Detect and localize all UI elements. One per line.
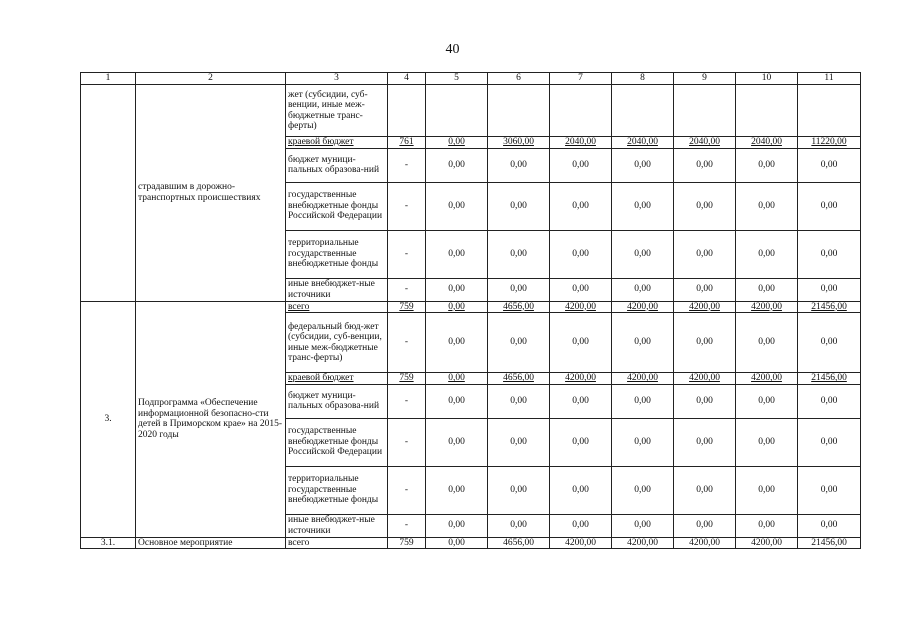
value-cell: 11220,00 — [798, 137, 861, 149]
value-cell: 0,00 — [798, 466, 861, 514]
table-row — [81, 85, 861, 137]
value-cell: 0,00 — [736, 514, 798, 537]
value-cell: 0,00 — [550, 230, 612, 278]
value-cell: 0,00 — [426, 230, 488, 278]
value-cell: 0,00 — [488, 148, 550, 182]
row-index — [81, 85, 136, 302]
value-cell: 0,00 — [798, 514, 861, 537]
value-cell: - — [388, 466, 426, 514]
value-cell: 0,00 — [736, 230, 798, 278]
value-cell: 0,00 — [736, 148, 798, 182]
value-cell: - — [388, 278, 426, 301]
header-cell: 8 — [612, 73, 674, 85]
table-row — [81, 301, 861, 313]
value-cell: 0,00 — [488, 384, 550, 418]
value-cell: 0,00 — [612, 313, 674, 373]
funding-source: всего — [286, 301, 388, 313]
funding-source: территориальные государственные внебюджетные фонды — [286, 466, 388, 514]
funding-source: всего — [286, 537, 388, 549]
value-cell: 2040,00 — [612, 137, 674, 149]
value-cell: 0,00 — [736, 418, 798, 466]
value-cell: 0,00 — [674, 313, 736, 373]
value-cell: - — [388, 230, 426, 278]
value-cell — [426, 85, 488, 137]
value-cell: 0,00 — [612, 466, 674, 514]
value-cell: 0,00 — [426, 137, 488, 149]
value-cell: 21456,00 — [798, 537, 861, 549]
value-cell: 0,00 — [488, 466, 550, 514]
value-cell: 0,00 — [488, 278, 550, 301]
value-cell: 0,00 — [674, 230, 736, 278]
value-cell: 0,00 — [798, 230, 861, 278]
value-cell: 0,00 — [550, 514, 612, 537]
program-name: Подпрограмма «Обеспечение информационной безопасно-сти детей в Приморском крае» на 2015-2020 годы — [136, 301, 286, 537]
value-cell: 759 — [388, 537, 426, 549]
funding-source: бюджет муници-пальных образова-ний — [286, 384, 388, 418]
value-cell: 0,00 — [426, 537, 488, 549]
value-cell: 0,00 — [550, 278, 612, 301]
value-cell: 0,00 — [426, 418, 488, 466]
value-cell: 759 — [388, 373, 426, 385]
header-cell: 2 — [136, 73, 286, 85]
value-cell — [550, 85, 612, 137]
table-row — [81, 537, 861, 549]
value-cell: 0,00 — [550, 148, 612, 182]
value-cell: 4200,00 — [736, 537, 798, 549]
value-cell: 0,00 — [798, 384, 861, 418]
value-cell: 759 — [388, 301, 426, 313]
value-cell: 0,00 — [798, 182, 861, 230]
value-cell: 0,00 — [612, 182, 674, 230]
value-cell: 0,00 — [798, 148, 861, 182]
value-cell: 0,00 — [488, 182, 550, 230]
value-cell: 4656,00 — [488, 373, 550, 385]
value-cell: 761 — [388, 137, 426, 149]
value-cell — [388, 85, 426, 137]
value-cell: 4200,00 — [674, 301, 736, 313]
value-cell: 4200,00 — [736, 301, 798, 313]
value-cell: 0,00 — [612, 148, 674, 182]
value-cell: 0,00 — [612, 384, 674, 418]
value-cell: 0,00 — [736, 278, 798, 301]
value-cell: 0,00 — [736, 466, 798, 514]
value-cell: 0,00 — [426, 148, 488, 182]
value-cell: 0,00 — [426, 384, 488, 418]
funding-source: иные внебюджет-ные источники — [286, 514, 388, 537]
value-cell — [674, 85, 736, 137]
value-cell: 4200,00 — [736, 373, 798, 385]
header-cell: 1 — [81, 73, 136, 85]
funding-source: бюджет муници-пальных образова-ний — [286, 148, 388, 182]
value-cell: 2040,00 — [674, 137, 736, 149]
value-cell: - — [388, 148, 426, 182]
value-cell: 0,00 — [612, 230, 674, 278]
value-cell: 0,00 — [674, 418, 736, 466]
row-index: 3.1. — [81, 537, 136, 549]
funding-source: государственные внебюджетные фонды Российской Федерации — [286, 182, 388, 230]
value-cell: 0,00 — [736, 313, 798, 373]
header-cell: 6 — [488, 73, 550, 85]
page-number: 40 — [445, 42, 460, 57]
funding-source: государственные внебюджетные фонды Российской Федерации — [286, 418, 388, 466]
value-cell: 3060,00 — [488, 137, 550, 149]
value-cell — [736, 85, 798, 137]
value-cell: - — [388, 313, 426, 373]
header-cell: 5 — [426, 73, 488, 85]
value-cell: 0,00 — [674, 278, 736, 301]
header-cell: 3 — [286, 73, 388, 85]
program-name: страдавшим в дорожно-транспортных происшествиях — [136, 85, 286, 302]
value-cell: 0,00 — [550, 418, 612, 466]
header-cell: 9 — [674, 73, 736, 85]
value-cell: 0,00 — [550, 466, 612, 514]
value-cell — [488, 85, 550, 137]
value-cell: 0,00 — [674, 514, 736, 537]
funding-source: федеральный бюд-жет (субсидии, суб-венции, иные меж-бюджетные транс-ферты) — [286, 313, 388, 373]
value-cell: 0,00 — [426, 182, 488, 230]
value-cell: - — [388, 182, 426, 230]
value-cell: 0,00 — [426, 278, 488, 301]
value-cell: 2040,00 — [736, 137, 798, 149]
program-name: Основное мероприятие — [136, 537, 286, 549]
value-cell: 0,00 — [674, 384, 736, 418]
value-cell: 0,00 — [612, 278, 674, 301]
header-cell: 4 — [388, 73, 426, 85]
value-cell: 0,00 — [426, 373, 488, 385]
value-cell: 2040,00 — [550, 137, 612, 149]
value-cell: 0,00 — [550, 384, 612, 418]
value-cell: - — [388, 384, 426, 418]
value-cell: 0,00 — [674, 466, 736, 514]
value-cell: 4200,00 — [550, 301, 612, 313]
value-cell: 21456,00 — [798, 301, 861, 313]
value-cell: 0,00 — [736, 182, 798, 230]
value-cell: 0,00 — [798, 418, 861, 466]
value-cell: 4200,00 — [612, 301, 674, 313]
funding-source: иные внебюджет-ные источники — [286, 278, 388, 301]
value-cell: 0,00 — [798, 313, 861, 373]
value-cell: 0,00 — [550, 182, 612, 230]
value-cell: 0,00 — [488, 313, 550, 373]
value-cell: - — [388, 514, 426, 537]
value-cell: 4200,00 — [674, 373, 736, 385]
value-cell: - — [388, 418, 426, 466]
value-cell: 0,00 — [426, 514, 488, 537]
value-cell: 4200,00 — [674, 537, 736, 549]
value-cell: 4200,00 — [550, 373, 612, 385]
value-cell: 4200,00 — [550, 537, 612, 549]
value-cell: 4656,00 — [488, 537, 550, 549]
value-cell: 4200,00 — [612, 537, 674, 549]
row-index: 3. — [81, 301, 136, 537]
header-cell: 7 — [550, 73, 612, 85]
value-cell: 4200,00 — [612, 373, 674, 385]
header-row — [81, 73, 861, 85]
funding-source: краевой бюджет — [286, 137, 388, 149]
budget-table — [80, 72, 861, 549]
value-cell: 21456,00 — [798, 373, 861, 385]
value-cell: 0,00 — [488, 418, 550, 466]
header-cell: 11 — [798, 73, 861, 85]
funding-source: краевой бюджет — [286, 373, 388, 385]
value-cell: 0,00 — [674, 148, 736, 182]
value-cell: 0,00 — [736, 384, 798, 418]
value-cell: 0,00 — [426, 313, 488, 373]
value-cell: 0,00 — [612, 418, 674, 466]
value-cell: 0,00 — [674, 182, 736, 230]
value-cell: 0,00 — [426, 301, 488, 313]
value-cell: 0,00 — [798, 278, 861, 301]
value-cell: 4656,00 — [488, 301, 550, 313]
funding-source: территориальные государственные внебюджетные фонды — [286, 230, 388, 278]
header-cell: 10 — [736, 73, 798, 85]
value-cell: 0,00 — [426, 466, 488, 514]
value-cell: 0,00 — [612, 514, 674, 537]
value-cell: 0,00 — [550, 313, 612, 373]
value-cell — [612, 85, 674, 137]
value-cell: 0,00 — [488, 514, 550, 537]
value-cell — [798, 85, 861, 137]
value-cell: 0,00 — [488, 230, 550, 278]
funding-source: жет (субсидии, суб-венции, иные меж-бюджетные транс-ферты) — [286, 85, 388, 137]
